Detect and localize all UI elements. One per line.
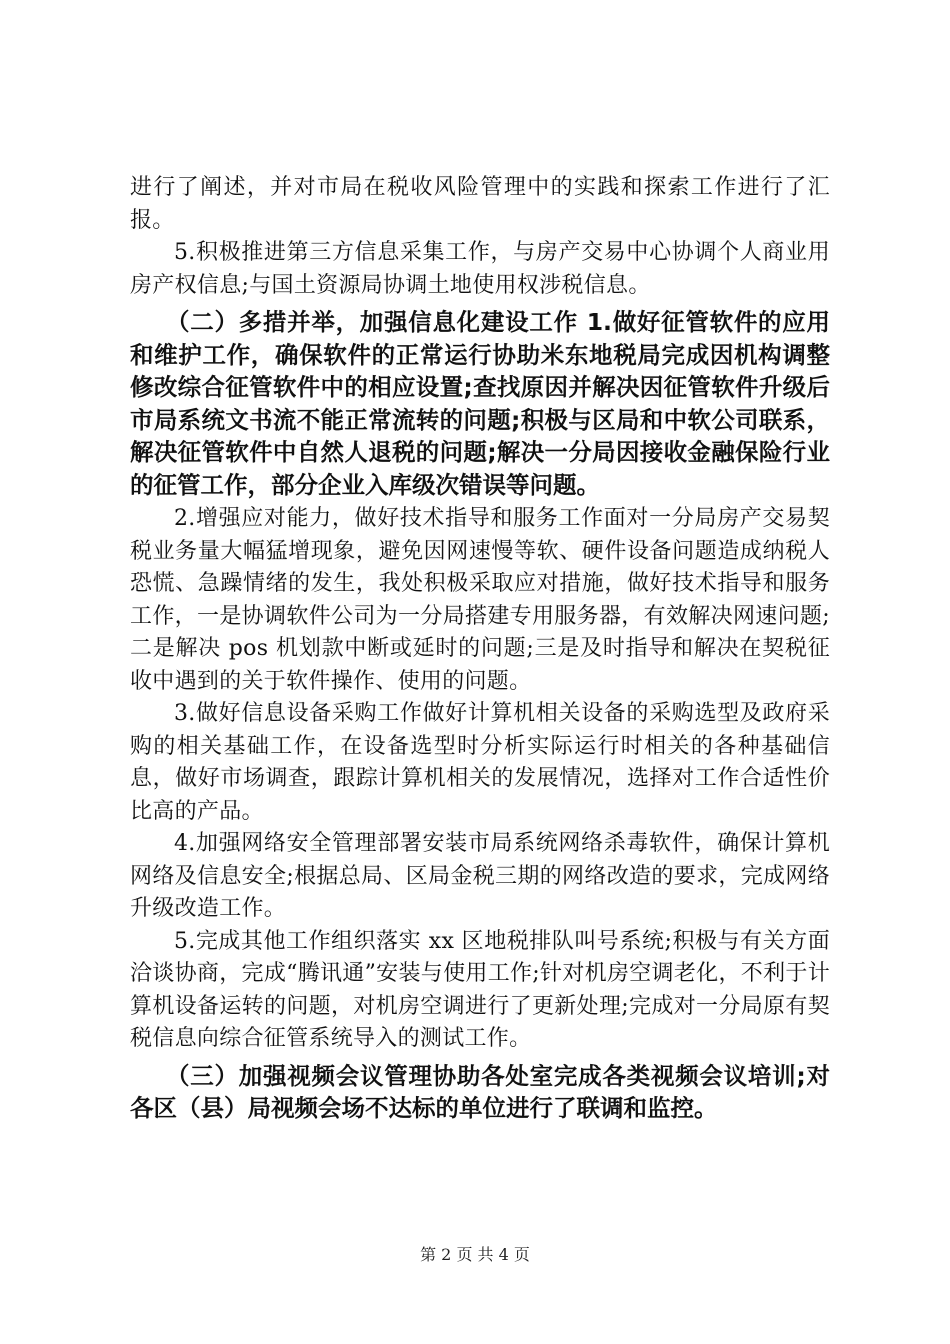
paragraph-third-party-info: 5.积极推进第三方信息采集工作，与房产交易中心协调个人商业用房产权信息;与国土资源局协调土地使用权涉税信息。 [130, 240, 830, 298]
section-heading-informatization: （二）多措并举，加强信息化建设工作 1.做好征管软件的应用和维护工作，确保软件的正常运行协助米东地税局完成因机构调整修改综合征管软件中的相应设置;查找原因并解决因征管软件升级后市局系统文书流不能正常流转的问题;积极与区局和中软公司联系，解决征管软件中自然人退税的问题;解决一分局因接收金融保险行业的征管工作，部分企业入库级次错误等问题。 [130, 308, 830, 499]
paragraph-network-security: 4.加强网络安全管理部署安装市局系统网络杀毒软件，确保计算机网络及信息安全;根据总局、区局金税三期的网络改造的要求，完成网络升级改造工作。 [130, 831, 830, 921]
document-page [130, 172, 830, 1127]
paragraph-other-work: 5.完成其他工作组织落实 xx 区地税排队叫号系统;积极与有关方面洽谈协商，完成“腾讯通”安装与使用工作;针对机房空调老化，不利于计算机设备运转的问题，对机房空调进行了更新处理;完成对一分局原有契税信息向综合征管系统导入的测试工作。 [130, 928, 830, 1051]
section-heading-video-conference: （三）加强视频会议管理协助各处室完成各类视频会议培训;对各区（县）局视频会场不达标的单位进行了联调和监控。 [130, 1061, 830, 1122]
paragraph-equipment-procurement: 3.做好信息设备采购工作做好计算机相关设备的采购选型及政府采购的相关基础工作，在设备选型时分析实际运行时相关的各种基础信息，做好市场调查，跟踪计算机相关的发展情况，选择对工作合适性价比高的产品。 [130, 701, 830, 824]
paragraph-continuation: 进行了阐述，并对市局在税收风险管理中的实践和探索工作进行了汇报。 [130, 175, 830, 233]
paragraph-response-capacity: 2.增强应对能力，做好技术指导和服务工作面对一分局房产交易契税业务量大幅猛增现象，避免因网速慢等软、硬件设备问题造成纳税人恐慌、急躁情绪的发生，我处积极采取应对措施，做好技术指导和服务工作，一是协调软件公司为一分局搭建专用服务器，有效解决网速问题;二是解决 pos 机划款中断或延时的问题;三是及时指导和解决在契税征收中遇到的关于软件操作、使用的问题。 [130, 506, 830, 694]
page-number-footer: 第 2 页 共 4 页 [420, 1245, 530, 1264]
